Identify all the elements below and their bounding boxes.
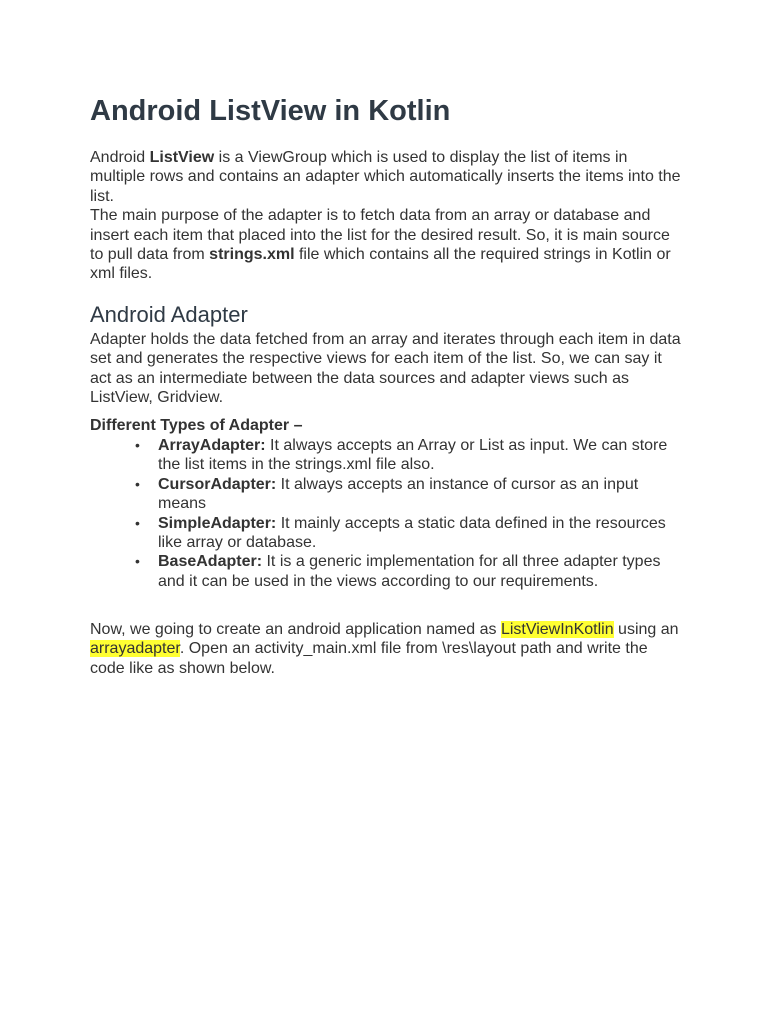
list-item <box>135 436 686 475</box>
listview-term: ListView <box>149 149 215 166</box>
bullet-icon: • <box>135 475 140 492</box>
closing-paragraph <box>90 620 686 678</box>
bullet-icon: • <box>135 437 140 453</box>
bullet-icon: • <box>135 553 140 570</box>
intro-text: file which contains all the required strings in Kotlin or xml files. <box>90 246 671 283</box>
page-title: Android ListView in Kotlin <box>90 95 451 127</box>
highlighted-app-name: ListViewInKotlin <box>500 621 614 638</box>
adapter-desc: It always accepts an instance of cursor as an input means <box>158 475 639 513</box>
closing-text: . Open an activity_main.xml file from \res\layout path and write the code like as shown below. <box>90 640 648 677</box>
intro-text: The main purpose of the adapter is to fetch data from an array or database and insert each item that placed into the list for the desired result. So, it is main source to pull data from <box>90 207 670 264</box>
adapter-name: SimpleAdapter: <box>158 514 277 532</box>
adapter-desc: It mainly accepts a static data defined in the resources like array or database. <box>158 514 666 552</box>
list-item <box>135 552 686 591</box>
adapter-name: ArrayAdapter: <box>158 437 266 454</box>
intro-paragraph <box>90 148 686 284</box>
closing-text: Now, we going to create an android application named as <box>90 621 501 638</box>
list-item <box>135 514 686 553</box>
adapter-types-list <box>90 436 686 591</box>
list-item <box>135 475 686 514</box>
strings-xml-term: strings.xml <box>209 246 295 264</box>
highlighted-adapter-term: arrayadapter <box>90 640 180 658</box>
intro-text: is a ViewGroup which is used to display the list of items in multiple rows and contains an adapter which automatically inserts the items into the list. <box>90 149 681 205</box>
closing-text: using an <box>613 621 679 638</box>
adapter-heading: Android Adapter <box>90 302 248 327</box>
intro-text: Android <box>90 149 150 166</box>
bullet-icon: • <box>135 514 140 531</box>
adapter-name: CursorAdapter: <box>158 475 277 493</box>
adapter-desc: It is a generic implementation for all three adapter types and it can be used in the views according to our requirements. <box>158 553 661 590</box>
adapter-desc: It always accepts an Array or List as input. We can store the list items in the strings.xml file also. <box>158 437 668 474</box>
adapter-paragraph: Adapter holds the data fetched from an array and iterates through each item in data set and generates the respective views for each item of the list. So, we can say it act as an intermediate between the data sources and adapter views such as ListView, Gridview. <box>90 331 681 407</box>
types-heading: Different Types of Adapter – <box>90 417 303 434</box>
adapter-name: BaseAdapter: <box>158 553 263 571</box>
